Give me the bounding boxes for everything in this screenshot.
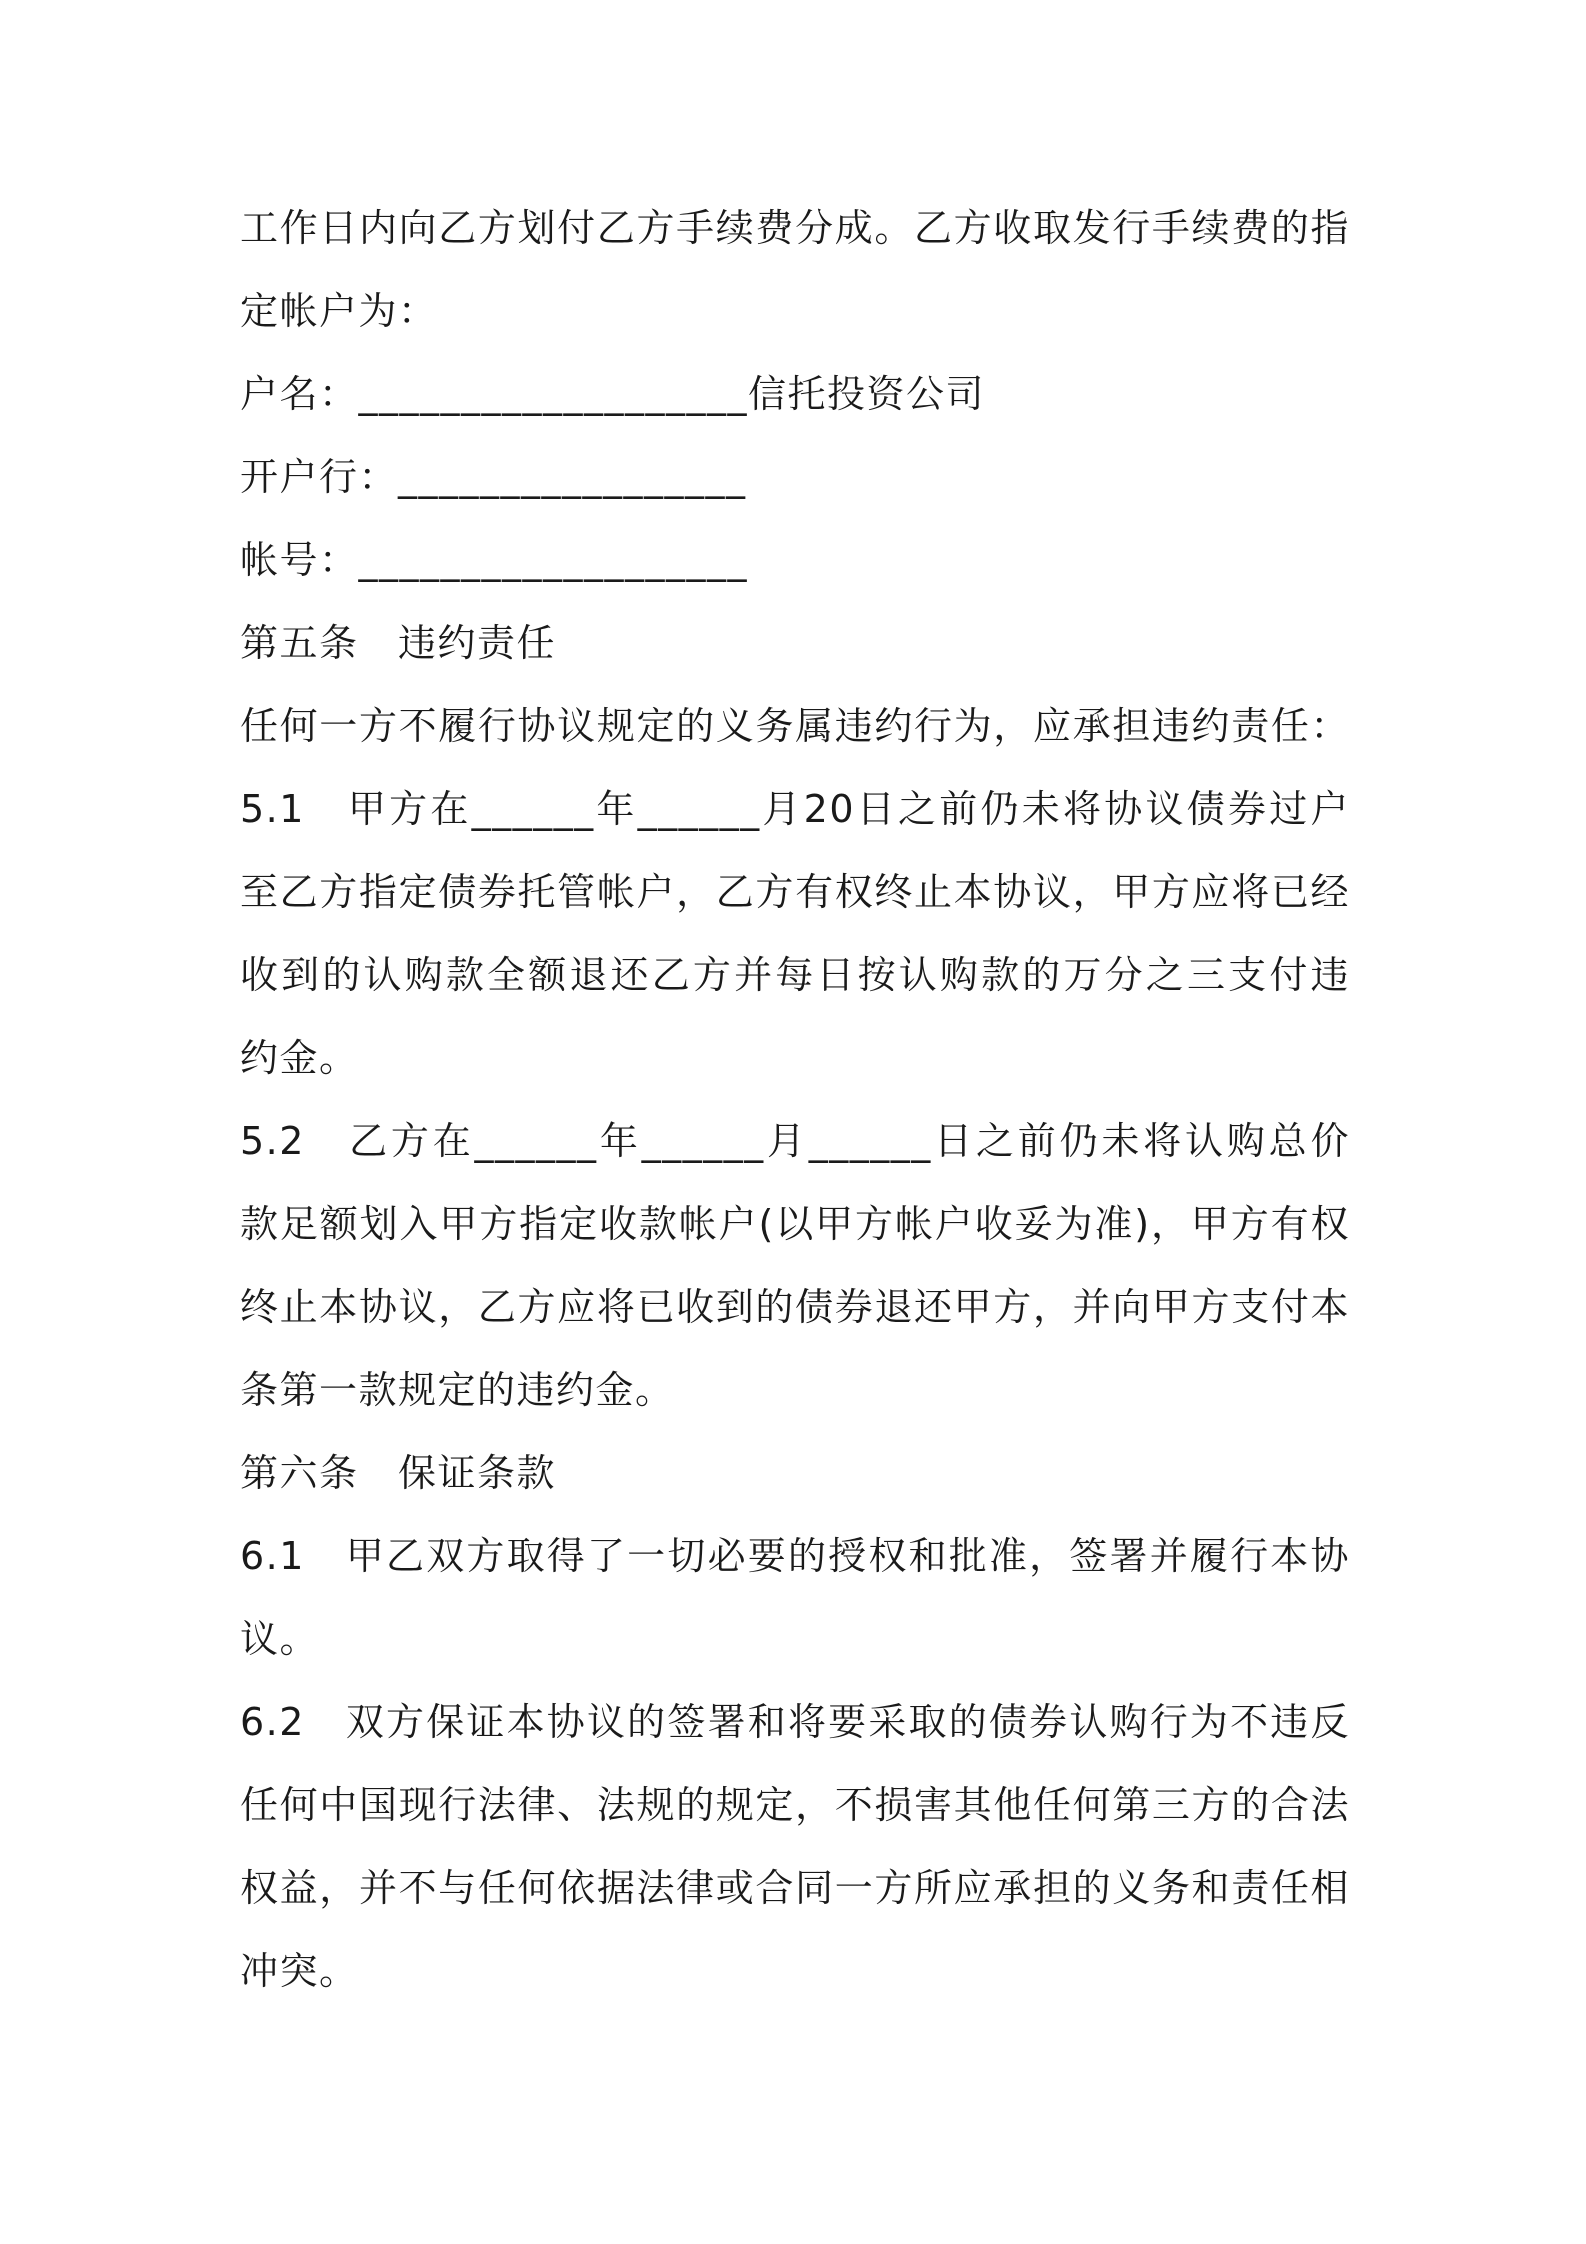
paragraph-line: 工作日内向乙方划付乙方手续费分成。乙方收取发行手续费的指 [240, 206, 1350, 250]
clause-line: 议。 [240, 1617, 320, 1661]
clause-line: 收到的认购款全额退还乙方并每日按认购款的万分之三支付违 [240, 953, 1350, 997]
bank-field: 开户行：_________________ [240, 455, 747, 499]
clause-line: 6.1 甲乙双方取得了一切必要的授权和批准，签署并履行本协 [240, 1534, 1350, 1578]
clause-line: 至乙方指定债券托管帐户，乙方有权终止本协议，甲方应将已经 [240, 870, 1350, 914]
clause-line: 权益，并不与任何依据法律或合同一方所应承担的义务和责任相 [240, 1866, 1350, 1910]
article-heading: 第五条 违约责任 [240, 621, 557, 665]
paragraph-line: 任何一方不履行协议规定的义务属违约行为，应承担违约责任： [240, 704, 1350, 748]
clause-line: 款足额划入甲方指定收款帐户(以甲方帐户收妥为准)，甲方有权 [240, 1202, 1350, 1246]
account-name-field: 户名：___________________信托投资公司 [240, 372, 986, 416]
document-body [240, 187, 1350, 2013]
clause-line: 5.1 甲方在______年______月20日之前仍未将协议债券过户 [240, 787, 1350, 831]
article-heading: 第六条 保证条款 [240, 1451, 557, 1495]
clause-line: 5.2 乙方在______年______月______日之前仍未将认购总价 [240, 1119, 1350, 1163]
clause-line: 6.2 双方保证本协议的签署和将要采取的债券认购行为不违反 [240, 1700, 1350, 1744]
account-number-field: 帐号：___________________ [240, 538, 749, 582]
clause-line: 约金。 [240, 1036, 359, 1080]
paragraph-line: 定帐户为： [240, 289, 438, 333]
clause-line: 条第一款规定的违约金。 [240, 1368, 675, 1412]
clause-line: 终止本协议，乙方应将已收到的债券退还甲方，并向甲方支付本 [240, 1285, 1350, 1329]
clause-line: 冲突。 [240, 1949, 359, 1993]
clause-line: 任何中国现行法律、法规的规定，不损害其他任何第三方的合法 [240, 1783, 1350, 1827]
